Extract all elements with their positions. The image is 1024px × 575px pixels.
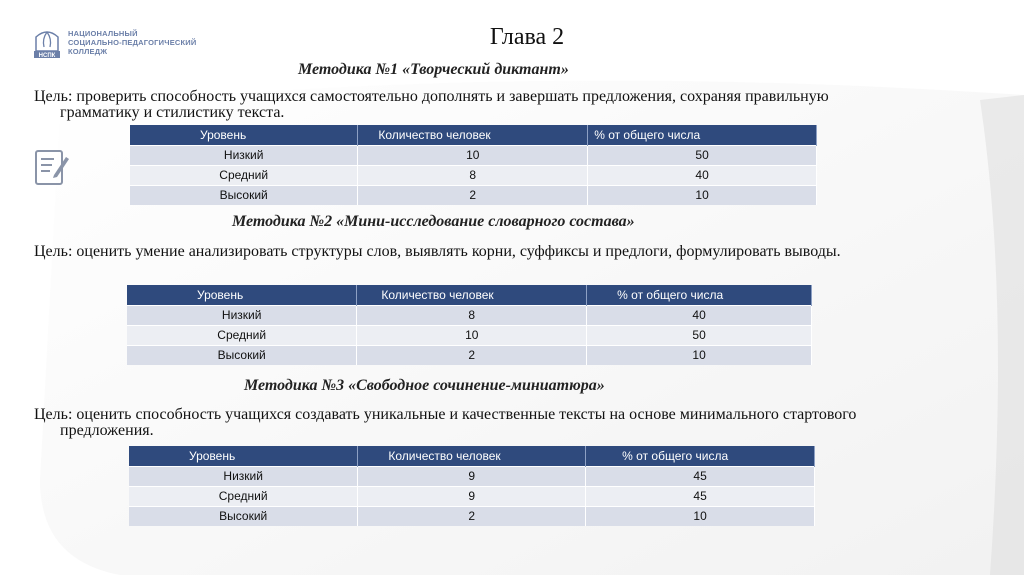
svg-text:НСПК: НСПК	[38, 53, 56, 59]
table-row: Высокий 2 10	[127, 345, 812, 365]
method-2-title: Методика №2 «Мини-исследование словарного состава»	[232, 213, 635, 230]
header-percent: % от общего числа	[587, 285, 812, 305]
header-count: Количество человек	[357, 285, 587, 305]
document-edit-icon	[34, 147, 70, 187]
table-row: Низкий 8 40	[127, 305, 812, 325]
method-1-goal: Цель: проверить способность учащихся самостоятельно дополнять и завершать предложения, сохраняя правильную грамматику и стилистику текста.	[34, 88, 829, 121]
table-row: Средний 10 50	[127, 325, 812, 345]
method-3-goal: Цель: оценить способность учащихся создавать уникальные и качественные тексты на основе минимального стартового предложения.	[34, 406, 857, 439]
table-row: Низкий 9 45	[129, 466, 815, 486]
header-level: Уровень	[129, 446, 358, 466]
method-2-goal: Цель: оценить умение анализировать структуры слов, выявлять корни, суффиксы и предлоги, формулировать выводы.	[34, 243, 841, 260]
college-name: НАЦИОНАЛЬНЫЙ СОЦИАЛЬНО-ПЕДАГОГИЧЕСКИЙ КОЛЛЕДЖ	[68, 28, 197, 56]
table-header-row	[127, 285, 812, 305]
header-count: Количество человек	[358, 446, 586, 466]
table-row: Низкий 10 50	[130, 145, 817, 165]
table-header-row	[130, 125, 817, 145]
method-2-table	[127, 285, 812, 365]
header-percent: % от общего числа	[586, 446, 815, 466]
header-percent: % от общего числа	[588, 125, 817, 145]
header-level: Уровень	[127, 285, 357, 305]
header-level: Уровень	[130, 125, 358, 145]
method-3-title: Методика №3 «Свободное сочинение-миниатюра»	[244, 377, 605, 394]
table-row: Высокий 2 10	[130, 185, 817, 205]
table-header-row	[129, 446, 815, 466]
table-row: Средний 8 40	[130, 165, 817, 185]
method-1-table	[130, 125, 817, 205]
header-count: Количество человек	[358, 125, 588, 145]
chapter-title: Глава 2	[489, 24, 565, 50]
table-row: Средний 9 45	[129, 486, 815, 506]
method-3-table	[129, 446, 815, 526]
method-1-title: Методика №1 «Творческий диктант»	[298, 61, 569, 78]
table-row: Высокий 2 10	[129, 506, 815, 526]
